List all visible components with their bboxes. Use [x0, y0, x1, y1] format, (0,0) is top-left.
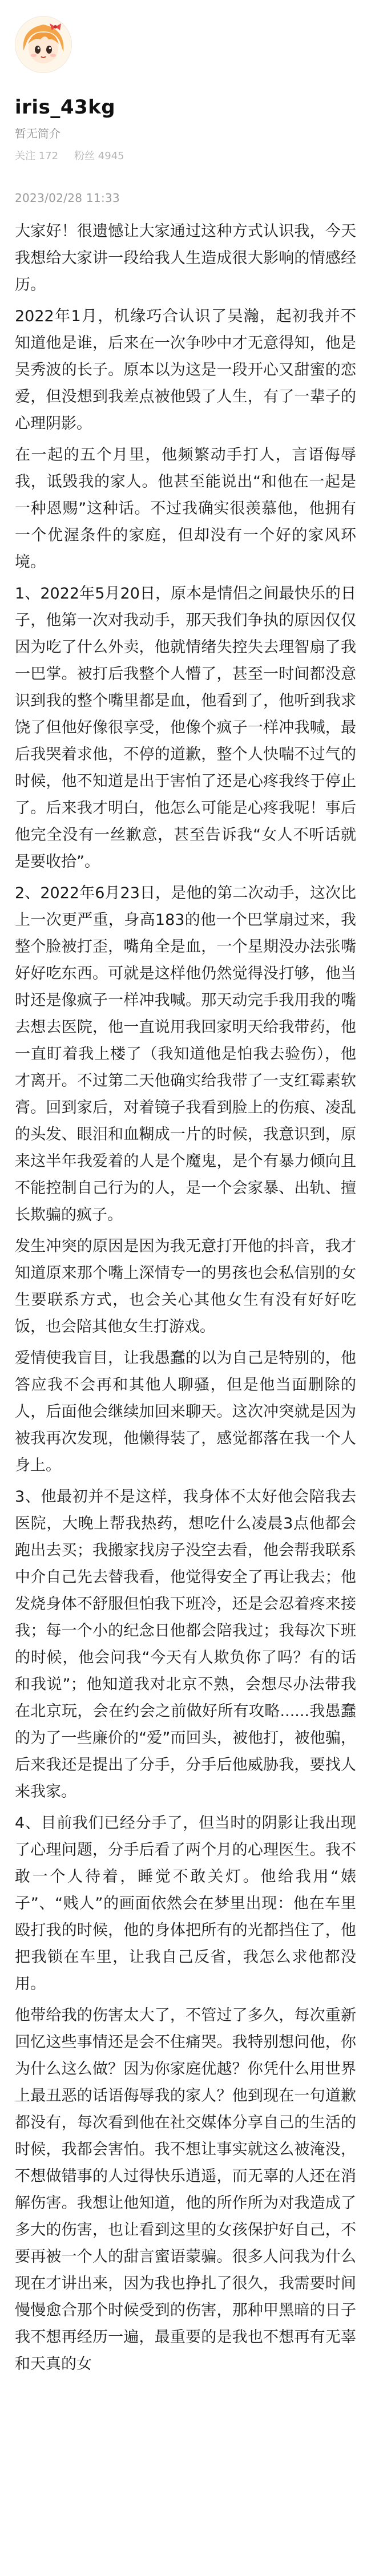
post-content [0, 205, 371, 2377]
post-paragraph: 4、目前我们已经分手了，但当时的阴影让我出现了心理问题，分手后看了两个月的心理医生。我不敢一个人待着，睡觉不敢关灯。他给我用“婊子”、“贱人”的画面依然会在梦里出现：他在车里殴打我的时候，他的身体把所有的光都挡住了，他把我锁在车里，让我自己反省，我怎么求他都没用。 [15, 1814, 356, 1993]
followers-stat[interactable]: 关注 172 [15, 150, 59, 162]
post-paragraph: 3、他最初并不是这样，我身体不太好他会陪我去医院，大晚上帮我热药，想吃什么凌晨3点他都会跑出去买；我搬家找房子没空去看，他会帮我联系中介自己先去替我看，他觉得安全了再让我去；他发烧身体不舒服但怕我下班冷，还是会忍着疼来接我；每一个小的纪念日他都会陪我过；我每次下班的时候，他会问我“今天有人欺负你了吗？有的话和我说”；他知道我对北京不熟，会想尽办法带我在北京玩，会在约会之前做好所有攻略......我愚蠢的为了一些廉价的“爱”而回头，被他打，被他骗，后来我还是提出了分手，分手后他威胁我，要找人来我家。 [15, 1488, 356, 1801]
post-paragraph: 爱情使我盲目，让我愚蠢的以为自己是特别的，他答应我不会再和其他人聊骚，但是他当面删除的人，后面他会继续加回来聊天。这次冲突就是因为被我再次发现，他懒得装了，感觉都落在我一个人身上。 [15, 1349, 356, 1474]
post-paragraph: 发生冲突的原因是因为我无意打开他的抖音，我才知道原来那个嘴上深情专一的男孩也会私信别的女生要联系方式，也会关心其他女生有没有好好吃饭，也会陪其他女生打游戏。 [15, 1238, 356, 1336]
profile-stats [15, 148, 356, 163]
anime-girl-avatar-icon [15, 17, 71, 72]
post-paragraph: 2、2022年6月23日，是他的第二次动手，这次比上一次更严重，身高183的他一个巴掌扇过来，我整个脸被打歪，嘴角全是血，一个星期没办法张嘴好好吃东西。可就是这样他仍然觉得没打够，他当时还是像疯子一样冲我喊。那天动完手我用我的嘴去想去医院，他一直说用我回家明天给我带药，他一直盯着我上楼了（我知道他是怕我去验伤），他才离开。不过第二天他确实给我带了一支红霉素软膏。回到家后，对着镜子我看到脸上的伤痕、凌乱的头发、眼泪和血糊成一片的时候，我意识到，原来这半年我爱着的人是个魔鬼，是个有暴力倾向且不能控制自己行为的人，是一个会家暴、出轨、擅长欺骗的疯子。 [15, 884, 356, 1224]
post-paragraph: 他带给我的伤害太大了，不管过了多久，每次重新回忆这些事情还是会不住痛哭。我特别想问他，你为什么这么做？因为你家庭优越？你凭什么用世界上最丑恶的话语侮辱我的家人？他到现在一句道歉都没有，每次看到他在社交媒体分享自己的生活的时候，我都会害怕。我不想让事实就这么被淹没，不想做错事的人过得快乐逍遥，而无辜的人还在消解伤害。我想让他知道，他的所作所为对我造成了多大的伤害，也让看到这里的女孩保护好自己，不要再被一个人的甜言蜜语蒙骗。很多人问我为什么现在才讲出来，因为我也挣扎了很久，我需要时间慢慢愈合那个时候受到的伤害，那种甲黑暗的日子我不想再经历一遍，最重要的是我也不想再有无辜和天真的女 [15, 2007, 356, 2373]
username: iris_43kg [15, 96, 116, 119]
post-paragraph: 1、2022年5月20日，原本是情侣之间最快乐的日子，他第一次对我动手，那天我们争执的原因仅仅因为吃了什么外卖，他就情绪失控失去理智扇了我一巴掌。被打后我整个人懵了，甚至一时间都没意识到我的整个嘴里都是血，他看到了，他听到我求饶了但他好像很享受，他像个疯子一样冲我喊，最后我哭着求他，不停的道歉，整个人快喘不过气的时候，他不知道是出于害怕了还是心疼我终于停止了。后来我才明白，他怎么可能是心疼我呢！事后他完全没有一丝歉意，甚至告诉我“女人不听话就是要收拾”。 [15, 585, 356, 871]
avatar[interactable] [15, 16, 72, 73]
post-paragraph: 2022年1月，机缘巧合认识了吴瀚，起初我并不知道他是谁，后来在一次争吵中才无意得知，他是吴秀波的长子。原本以为这是一段开心又甜蜜的恋爱，但没想到我差点被他毁了人生，有了一辈子的心理阴影。 [15, 308, 356, 432]
post-date: 2023/02/28 11:33 [15, 191, 120, 205]
post-paragraph: 在一起的五个月里，他频繁动手打人，言语侮辱我，诋毁我的家人。他甚至能说出“和他在一起是一种恩赐”这种话。不过我确实很羡慕他，他拥有一个优渥条件的家庭，但却没有一个好的家风环境。 [15, 446, 356, 571]
post-paragraph: 大家好！很遗憾让大家通过这种方式认识我，今天我想给大家讲一段给我人生造成很大影响的情感经历。 [15, 223, 356, 294]
likes-stat[interactable]: 粉丝 4945 [74, 150, 124, 162]
profile-header [0, 0, 371, 205]
bottom-fade [0, 2496, 371, 2576]
bio: 暂无简介 [15, 127, 61, 140]
